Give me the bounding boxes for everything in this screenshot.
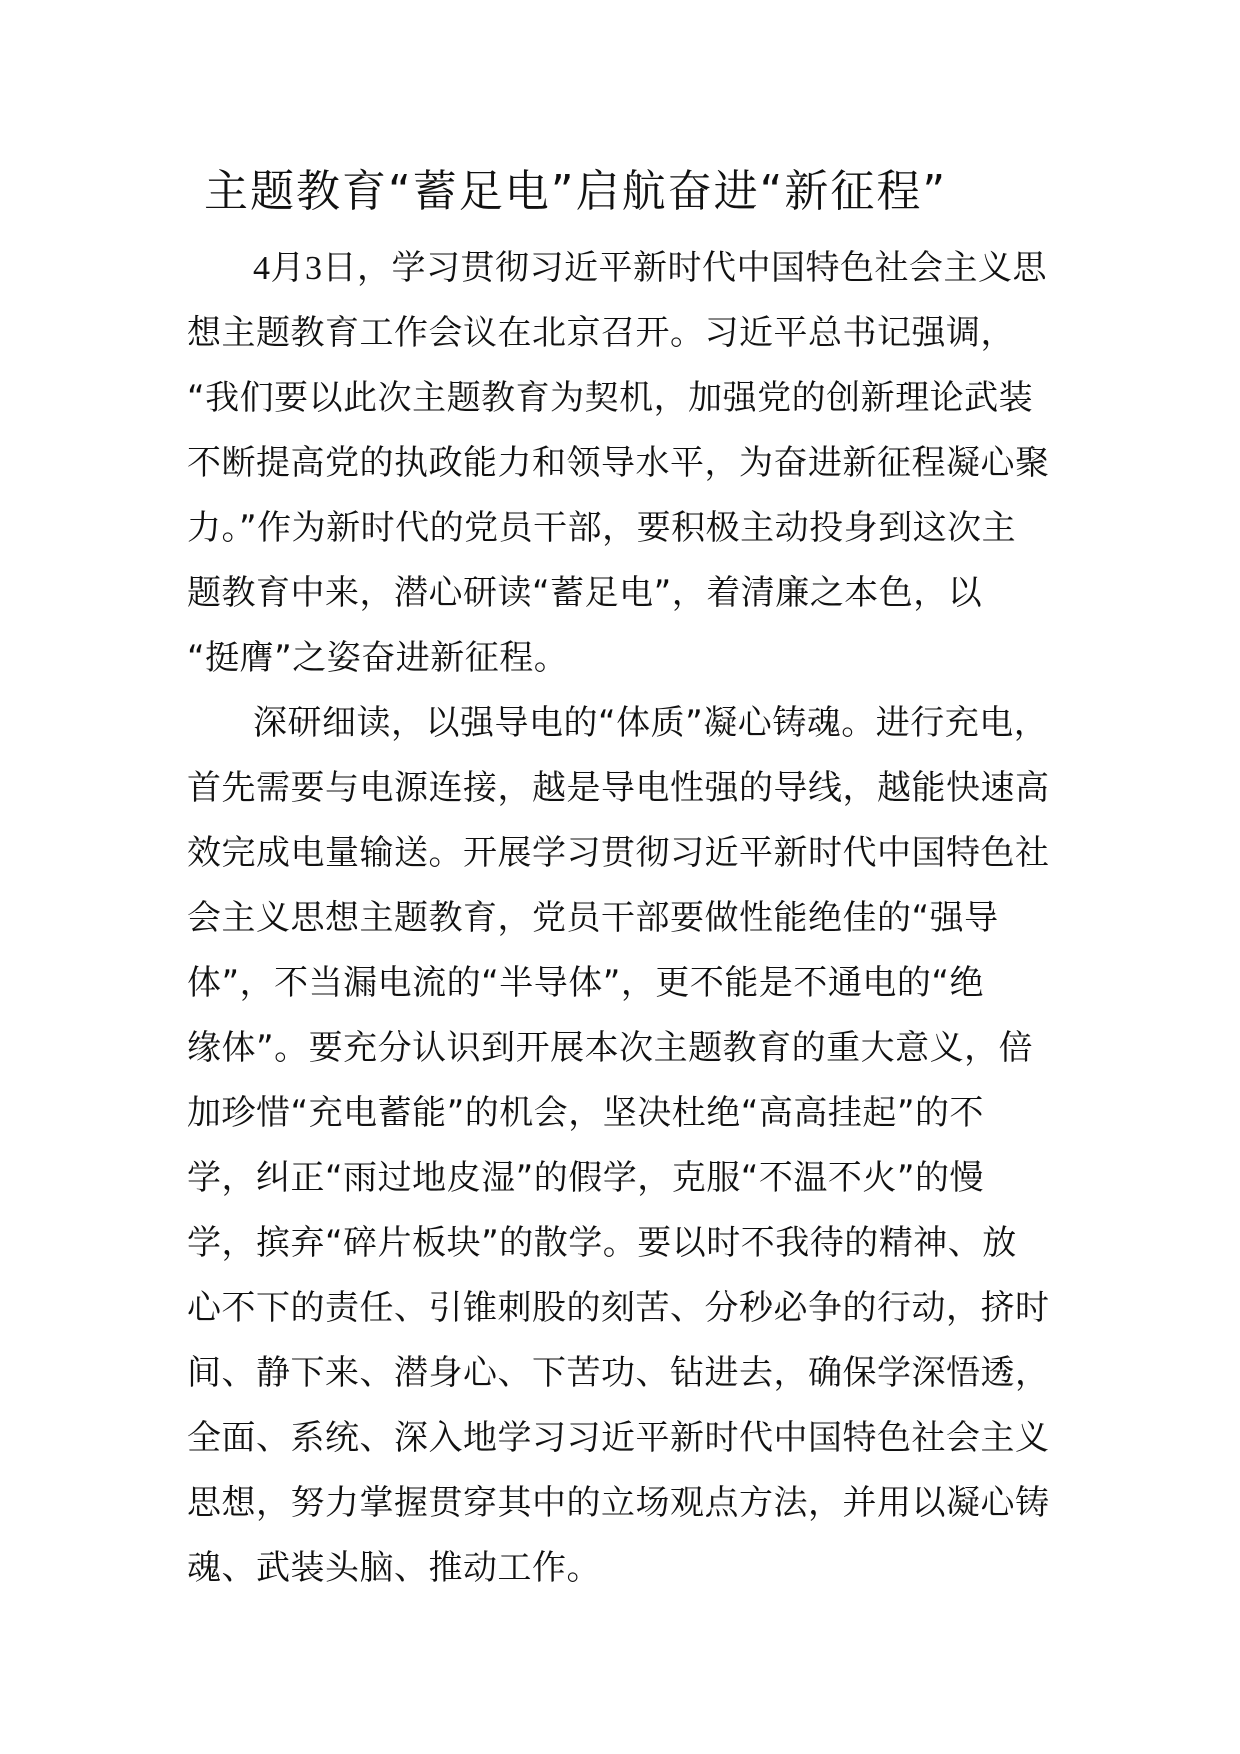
meeting-date: 4月3日	[253, 250, 357, 287]
paragraph-2-line-2: 首先需要与电源连接，越是导电性强的导线，越能快速高	[187, 768, 1050, 808]
paragraph-2-line-8: 学，纠正“雨过地皮湿”的假学，克服“不温不火”的慢	[187, 1158, 984, 1198]
paragraph-2-line-11: 间、静下来、潜身心、下苦功、钻进去，确保学深悟透，	[187, 1353, 1050, 1393]
paragraph-1-line-5: 力。”作为新时代的党员干部，要积极主动投身到这次主	[187, 508, 1017, 548]
paragraph-2-line-3: 效完成电量输送。开展学习贯彻习近平新时代中国特色社	[187, 833, 1050, 873]
paragraph-2-line-7: 加珍惜“充电蓄能”的机会，坚决杜绝“高高挂起”的不	[187, 1093, 984, 1133]
paragraph-1-line-1	[187, 236, 1057, 301]
paragraph-2-line-9: 学，摈弃“碎片板块”的散学。要以时不我待的精神、放	[187, 1223, 1017, 1263]
paragraph-2-line-5: 体”，不当漏电流的“半导体”，更不能是不通电的“绝	[187, 963, 984, 1003]
paragraph-2-line-13: 思想，努力掌握贯穿其中的立场观点方法，并用以凝心铸	[187, 1483, 1050, 1523]
document-body	[187, 236, 1057, 1601]
paragraph-1-line-4: 不断提高党的执政能力和领导水平，为奋进新征程凝心聚	[187, 443, 1050, 483]
paragraph-1-line-3: “我们要以此次主题教育为契机，加强党的创新理论武装	[187, 378, 1034, 418]
paragraph-2-line-10: 心不下的责任、引锥刺股的刻苦、分秒必争的行动，挤时	[187, 1288, 1050, 1328]
paragraph-1-line-6: 题教育中来，潜心研读“蓄足电”，着清廉之本色，以	[187, 573, 983, 613]
paragraph-1-line-1-text: ，学习贯彻习近平新时代中国特色社会主义思	[357, 248, 1047, 288]
paragraph-2-line-4: 会主义思想主题教育，党员干部要做性能绝佳的“强导	[187, 898, 999, 938]
paragraph-2-line-14: 魂、武装头脑、推动工作。	[187, 1548, 601, 1588]
paragraph-2-line-1: 深研细读，以强导电的“体质”凝心铸魂。进行充电，	[253, 703, 1049, 743]
document-title: 主题教育“蓄足电”启航奋进“新征程”	[204, 166, 948, 217]
paragraph-2-line-6: 缘体”。要充分认识到开展本次主题教育的重大意义，倍	[187, 1028, 1034, 1068]
paragraph-1-line-7: “挺膺”之姿奋进新征程。	[187, 638, 569, 678]
paragraph-2-line-12: 全面、系统、深入地学习习近平新时代中国特色社会主义	[187, 1418, 1050, 1458]
paragraph-1-line-2: 想主题教育工作会议在北京召开。习近平总书记强调，	[187, 313, 1015, 353]
